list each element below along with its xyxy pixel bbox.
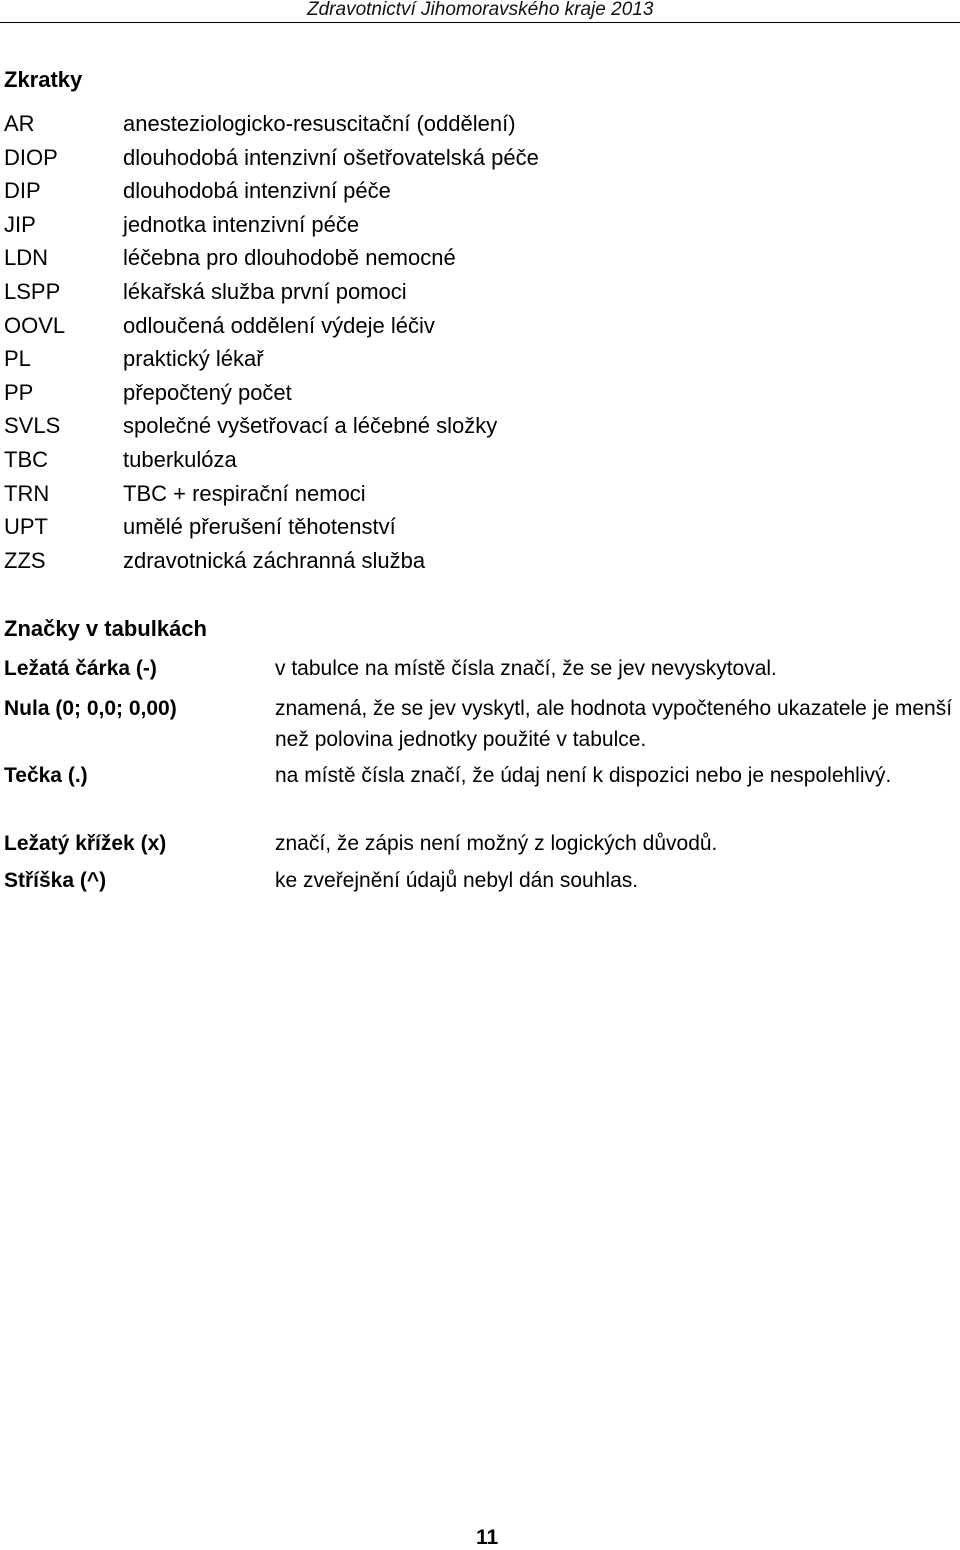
abbreviation-meaning: TBC + respirační nemoci bbox=[123, 480, 366, 506]
table-mark-symbol: Ležatá čárka (-) bbox=[4, 657, 157, 680]
table-marks-title: Značky v tabulkách bbox=[4, 616, 207, 641]
abbreviation-row bbox=[4, 174, 944, 208]
abbreviation-meaning: dlouhodobá intenzivní ošetřovatelská péče bbox=[123, 144, 539, 170]
abbreviation-code: LDN bbox=[4, 245, 49, 271]
abbreviation-code: AR bbox=[4, 111, 35, 136]
abbreviation-meaning: odloučená oddělení výdeje léčiv bbox=[123, 312, 435, 338]
abbreviation-code: OOVL bbox=[4, 312, 66, 338]
abbreviation-code: ZZS bbox=[4, 547, 46, 573]
abbreviation-code: JIP bbox=[4, 211, 36, 237]
table-mark-row bbox=[4, 760, 960, 828]
abbreviation-code: PL bbox=[4, 346, 31, 372]
abbreviation-meaning: dlouhodobá intenzivní péče bbox=[123, 178, 391, 204]
abbreviation-row bbox=[4, 309, 944, 343]
abbreviation-row bbox=[4, 107, 944, 141]
abbreviation-meaning: zdravotnická záchranná služba bbox=[123, 547, 426, 573]
table-mark-row bbox=[4, 653, 960, 693]
page-number: 11 bbox=[476, 1526, 499, 1549]
abbreviation-row bbox=[4, 141, 944, 175]
table-mark-row bbox=[4, 828, 960, 865]
abbreviation-code: LSPP bbox=[4, 278, 61, 304]
abbreviation-meaning: lékařská služba první pomoci bbox=[123, 278, 407, 304]
abbreviation-row bbox=[4, 241, 944, 275]
abbreviation-code: PP bbox=[4, 379, 34, 405]
abbreviation-row bbox=[4, 409, 944, 443]
abbreviations-title: Zkratky bbox=[4, 67, 83, 92]
abbreviation-row bbox=[4, 544, 944, 578]
table-mark-symbol: Tečka (.) bbox=[4, 764, 88, 787]
abbreviations-list bbox=[4, 107, 944, 577]
abbreviation-row bbox=[4, 510, 944, 544]
abbreviation-code: TRN bbox=[4, 480, 50, 506]
abbreviation-meaning: praktický lékař bbox=[123, 346, 264, 372]
table-mark-meaning: na místě čísla značí, že údaj není k dispozici nebo je nespolehlivý. bbox=[275, 764, 892, 787]
running-header-title: Zdravotnictví Jihomoravského kraje 2013 bbox=[307, 0, 654, 20]
abbreviation-code: TBC bbox=[4, 446, 48, 472]
table-mark-meaning: znamená, že se jev vyskytl, ale hodnota vypočteného ukazatele je menší než polovina jednotky použité v tabulce. bbox=[275, 697, 953, 751]
abbreviation-row bbox=[4, 477, 944, 511]
abbreviation-row bbox=[4, 376, 944, 410]
abbreviation-meaning: jednotka intenzivní péče bbox=[123, 211, 360, 237]
table-mark-symbol: Nula (0; 0,0; 0,00) bbox=[4, 697, 177, 720]
table-mark-row bbox=[4, 865, 960, 902]
abbreviation-code: DIOP bbox=[4, 144, 58, 170]
abbreviation-code: SVLS bbox=[4, 413, 61, 439]
table-mark-symbol: Ležatý křížek (x) bbox=[4, 832, 167, 855]
abbreviation-row bbox=[4, 342, 944, 376]
abbreviation-row bbox=[4, 275, 944, 309]
table-mark-meaning: ke zveřejnění údajů nebyl dán souhlas. bbox=[275, 869, 639, 892]
abbreviation-meaning: anesteziologicko-resuscitační (oddělení) bbox=[123, 111, 516, 136]
table-mark-meaning: značí, že zápis není možný z logických důvodů. bbox=[275, 832, 718, 855]
table-marks-list bbox=[4, 653, 960, 902]
abbreviation-code: UPT bbox=[4, 514, 48, 540]
abbreviation-row bbox=[4, 208, 944, 242]
table-mark-meaning: v tabulce na místě čísla značí, že se jev nevyskytoval. bbox=[275, 657, 777, 680]
table-mark-symbol: Stříška (^) bbox=[4, 869, 107, 892]
abbreviation-meaning: společné vyšetřovací a léčebné složky bbox=[123, 413, 498, 439]
abbreviation-row bbox=[4, 443, 944, 477]
abbreviation-meaning: umělé přerušení těhotenství bbox=[123, 514, 396, 540]
abbreviation-code: DIP bbox=[4, 178, 41, 204]
table-mark-row bbox=[4, 693, 960, 760]
abbreviation-meaning: tuberkulóza bbox=[123, 446, 237, 472]
abbreviation-meaning: přepočtený počet bbox=[123, 379, 292, 405]
abbreviation-meaning: léčebna pro dlouhodobě nemocné bbox=[123, 245, 456, 271]
running-header bbox=[0, 0, 960, 23]
